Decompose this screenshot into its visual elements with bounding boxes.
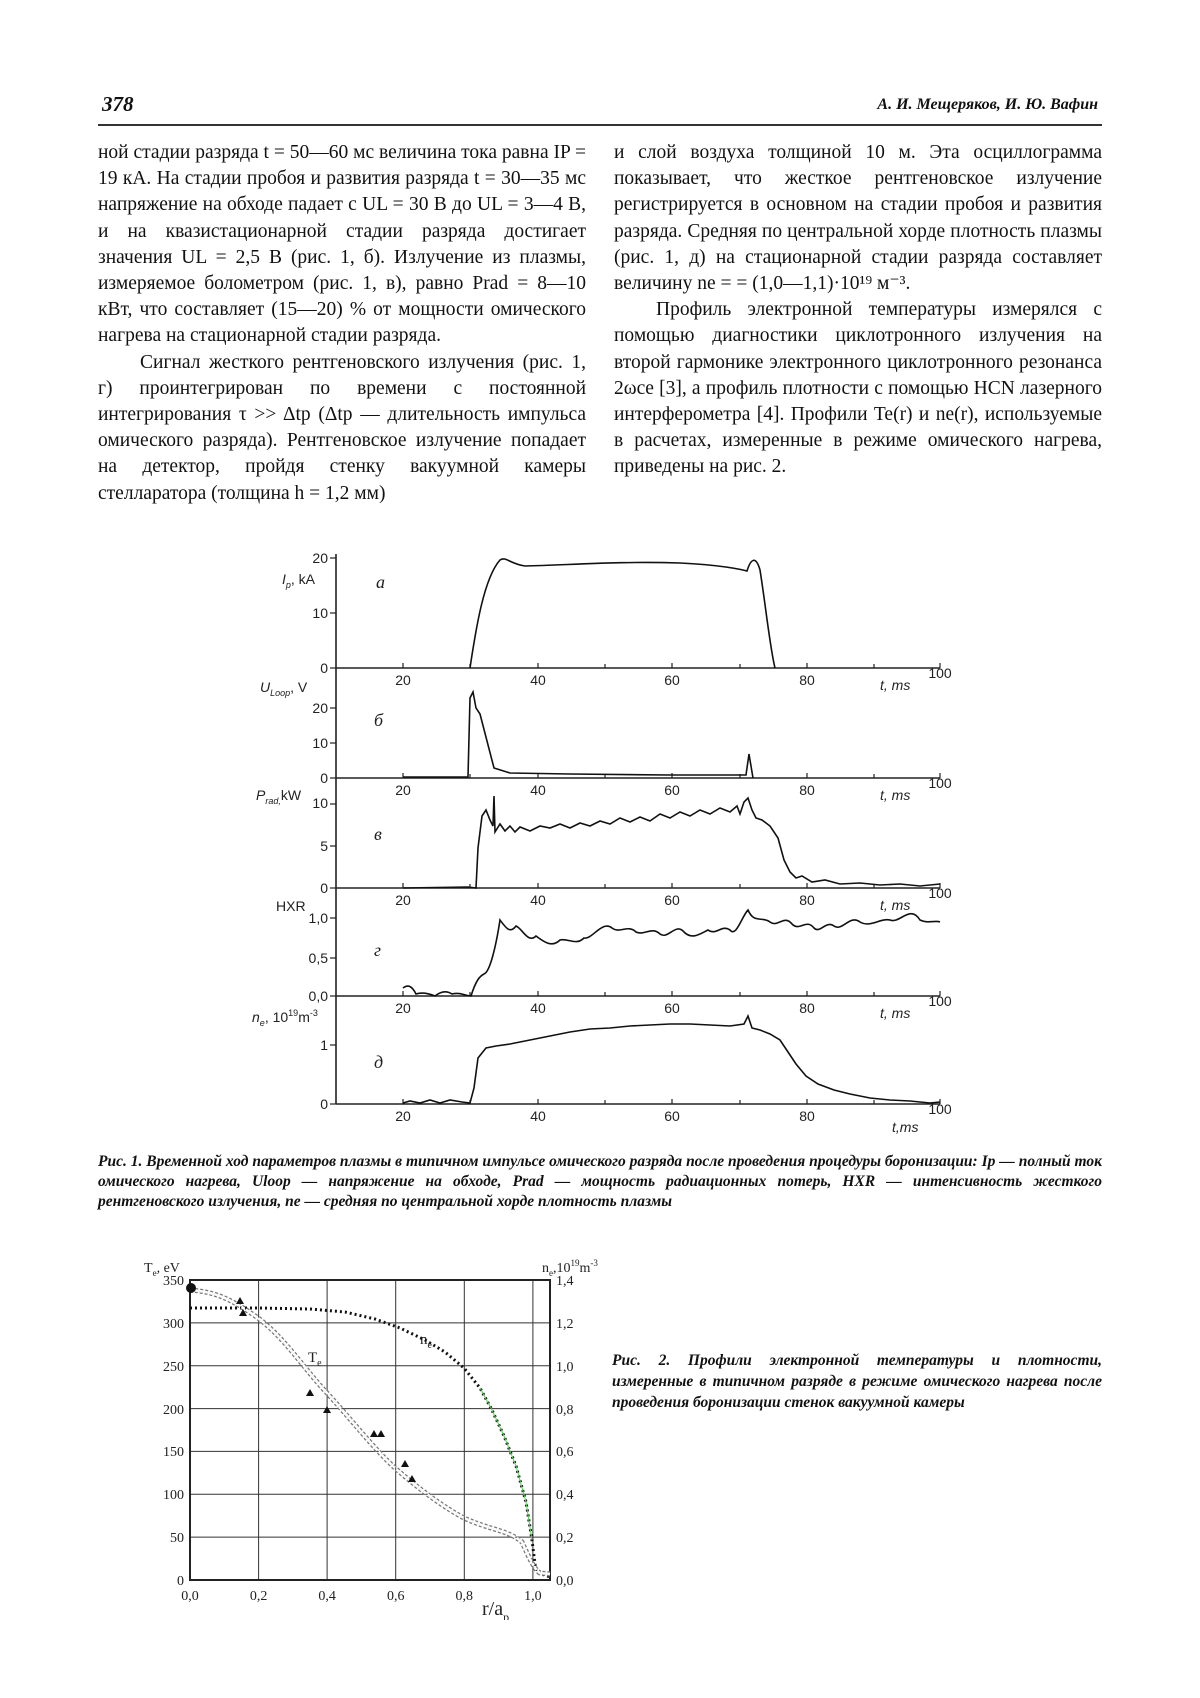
svg-text:250: 250 — [163, 1360, 184, 1375]
right-paragraph-1: и слой воздуха толщиной 10 м. Эта осциллограмма показывает, что жесткое рентгеновское излучение регистрируется в основном на стадии пробоя и развития разряда. Средняя по центральной хорде плотность плазмы (рис. 1, д) на стационарной стадии разряда составляет величину ne = = (1,0—1,1)·10¹⁹ м⁻³. — [614, 142, 1102, 295]
svg-text:20: 20 — [395, 1108, 411, 1124]
svg-text:20: 20 — [395, 672, 411, 688]
svg-text:0,2: 0,2 — [556, 1531, 574, 1546]
running-header — [98, 88, 1102, 126]
svg-text:80: 80 — [799, 1108, 815, 1124]
svg-text:1,0: 1,0 — [524, 1589, 542, 1604]
svg-text:1,2: 1,2 — [556, 1317, 574, 1332]
svg-text:80: 80 — [799, 782, 815, 798]
svg-text:60: 60 — [664, 782, 680, 798]
svg-text:40: 40 — [530, 1108, 546, 1124]
svg-text:0,4: 0,4 — [318, 1589, 336, 1604]
right-column — [614, 140, 1102, 481]
svg-text:100: 100 — [928, 775, 952, 791]
svg-text:200: 200 — [163, 1403, 184, 1418]
svg-text:20: 20 — [312, 550, 328, 566]
svg-text:1,0: 1,0 — [308, 910, 328, 926]
left-paragraph-1: ной стадии разряда t = 50—60 мс величина тока равна IP = 19 кА. На стадии пробоя и развития разряда t = 30—35 мс напряжение на обходе падает с UL = 30 В до UL = 3—4 В, и на квазистационарной стадии разряда достигает значения UL = 2,5 В (рис. 1, б). Излучение из плазмы, измеряемое болометром (рис. 1, в), равно Prad = 8—10 кВт, что составляет (15—20) % от мощности омического нагрева на стационарной стадии разряда. — [98, 142, 586, 347]
svg-text:ULoop, V: $U_{Loop}$, V — [260, 679, 308, 698]
svg-text:0: 0 — [320, 880, 328, 896]
svg-text:80: 80 — [799, 672, 815, 688]
svg-text:150: 150 — [163, 1445, 184, 1460]
figure-2-caption: Рис. 2. Профили электронной температуры и плотности, измеренные в типичном разряде в режиме омического нагрева после проведения боронизации стенок вакуумной камеры — [612, 1352, 1102, 1411]
figure-1-chart — [240, 548, 960, 1138]
svg-text:0,4: 0,4 — [556, 1488, 574, 1503]
svg-text:t, ms: t, ms — [880, 787, 911, 803]
svg-text:40: 40 — [530, 1000, 546, 1016]
svg-text:0: 0 — [177, 1574, 184, 1589]
svg-text:t, ms: t, ms — [880, 897, 911, 913]
svg-text:60: 60 — [664, 672, 680, 688]
svg-text:а: а — [376, 572, 385, 592]
figure-2 — [130, 1240, 610, 1620]
svg-text:t,ms: t,ms — [892, 1119, 919, 1135]
svg-text:80: 80 — [799, 892, 815, 908]
svg-text:0,0: 0,0 — [556, 1574, 574, 1589]
page-number: 378 — [102, 92, 134, 116]
svg-text:1,0: 1,0 — [556, 1360, 574, 1375]
svg-text:20: 20 — [312, 700, 328, 716]
svg-text:60: 60 — [664, 1108, 680, 1124]
svg-text:б: б — [374, 710, 384, 730]
svg-text:0: 0 — [320, 1096, 328, 1112]
svg-text:40: 40 — [530, 892, 546, 908]
svg-text:0,0: 0,0 — [181, 1589, 199, 1604]
svg-text:HXR: HXR — [276, 898, 306, 914]
svg-text:1,4: 1,4 — [556, 1274, 574, 1289]
svg-text:Ip, kA: $I_p$, kA — [282, 571, 316, 590]
svg-text:80: 80 — [799, 1000, 815, 1016]
svg-text:60: 60 — [664, 892, 680, 908]
svg-text:0,8: 0,8 — [455, 1589, 474, 1604]
svg-text:Te, eV: $T_e$, eV — [144, 1261, 180, 1278]
figure-1 — [240, 548, 960, 1138]
figure-2-chart — [130, 1240, 610, 1620]
svg-text:Te: $T_e$ — [308, 1350, 322, 1369]
svg-text:100: 100 — [928, 993, 952, 1009]
svg-text:300: 300 — [163, 1317, 184, 1332]
svg-text:ne, 1019m-3: $n_e$, $10^{19}m^{-3}$ — [252, 1008, 318, 1028]
svg-text:100: 100 — [928, 665, 952, 681]
svg-text:40: 40 — [530, 782, 546, 798]
svg-text:ne: $n_e$ — [420, 1332, 432, 1351]
svg-text:50: 50 — [170, 1531, 184, 1546]
svg-text:г: г — [374, 940, 382, 960]
left-column — [98, 140, 586, 507]
svg-text:0,2: 0,2 — [249, 1589, 268, 1604]
svg-text:0,5: 0,5 — [308, 950, 328, 966]
svg-text:r/ap: $r/a_p$ — [482, 1598, 510, 1620]
figure-1-caption: Рис. 1. Временной ход параметров плазмы в типичном импульсе омического разряда после проведения процедуры боронизации: Ip — полный ток омического нагрева, Uloop — напряжение на обходе, Prad — мощность радиационных потерь, HXR — интенсивность жесткого рентгеновского излучения, ne — средняя по центральной хорде плотность плазмы — [98, 1153, 1102, 1210]
svg-text:20: 20 — [395, 782, 411, 798]
svg-text:20: 20 — [395, 892, 411, 908]
svg-text:ne,1019m-3: $n_e,10^{19}m^{-3}$ — [542, 1258, 598, 1278]
svg-text:60: 60 — [664, 1000, 680, 1016]
svg-text:0: 0 — [320, 660, 328, 676]
svg-text:100: 100 — [163, 1488, 184, 1503]
left-paragraph-2: Сигнал жесткого рентгеновского излучения (рис. 1, г) проинтегрирован по времени с постоянной интегрирования τ >> Δtp (Δtp — длительность импульса омического разряда). Рентгеновское излучение попадает на детектор, пройдя стенку вакуумной камеры стелларатора (толщина h = 1,2 мм) — [98, 351, 586, 504]
svg-text:t, ms: t, ms — [880, 1005, 911, 1021]
svg-text:10: 10 — [312, 605, 328, 621]
svg-text:0,8: 0,8 — [556, 1403, 574, 1418]
svg-text:в: в — [374, 824, 382, 844]
svg-text:5: 5 — [320, 838, 328, 854]
svg-text:100: 100 — [928, 1101, 952, 1117]
right-paragraph-2: Профиль электронной температуры измерялся с помощью диагностики циклотронного излучения на второй гармонике электронного циклотронного резонанса 2ωce [3], а профиль плотности с помощью HCN лазерного интерферометра [4]. Профили Te(r) и ne(r), используемые в расчетах, измеренные в режиме омического нагрева, приведены на рис. 2. — [614, 299, 1102, 478]
svg-text:100: 100 — [928, 885, 952, 901]
svg-text:0,0: 0,0 — [308, 988, 328, 1004]
svg-text:10: 10 — [312, 795, 328, 811]
svg-text:t, ms: t, ms — [880, 677, 911, 693]
svg-text:0,6: 0,6 — [556, 1445, 574, 1460]
svg-text:1: 1 — [320, 1037, 328, 1053]
svg-text:д: д — [374, 1052, 384, 1072]
svg-text:40: 40 — [530, 672, 546, 688]
svg-text:0: 0 — [320, 770, 328, 786]
svg-text:20: 20 — [395, 1000, 411, 1016]
svg-text:Prad,kW: $P_{rad,}kW$ — [256, 787, 302, 806]
svg-text:350: 350 — [163, 1274, 184, 1289]
svg-text:0,6: 0,6 — [386, 1589, 405, 1604]
svg-text:10: 10 — [312, 735, 328, 751]
authors: А. И. Мещеряков, И. Ю. Вафин — [877, 96, 1098, 113]
